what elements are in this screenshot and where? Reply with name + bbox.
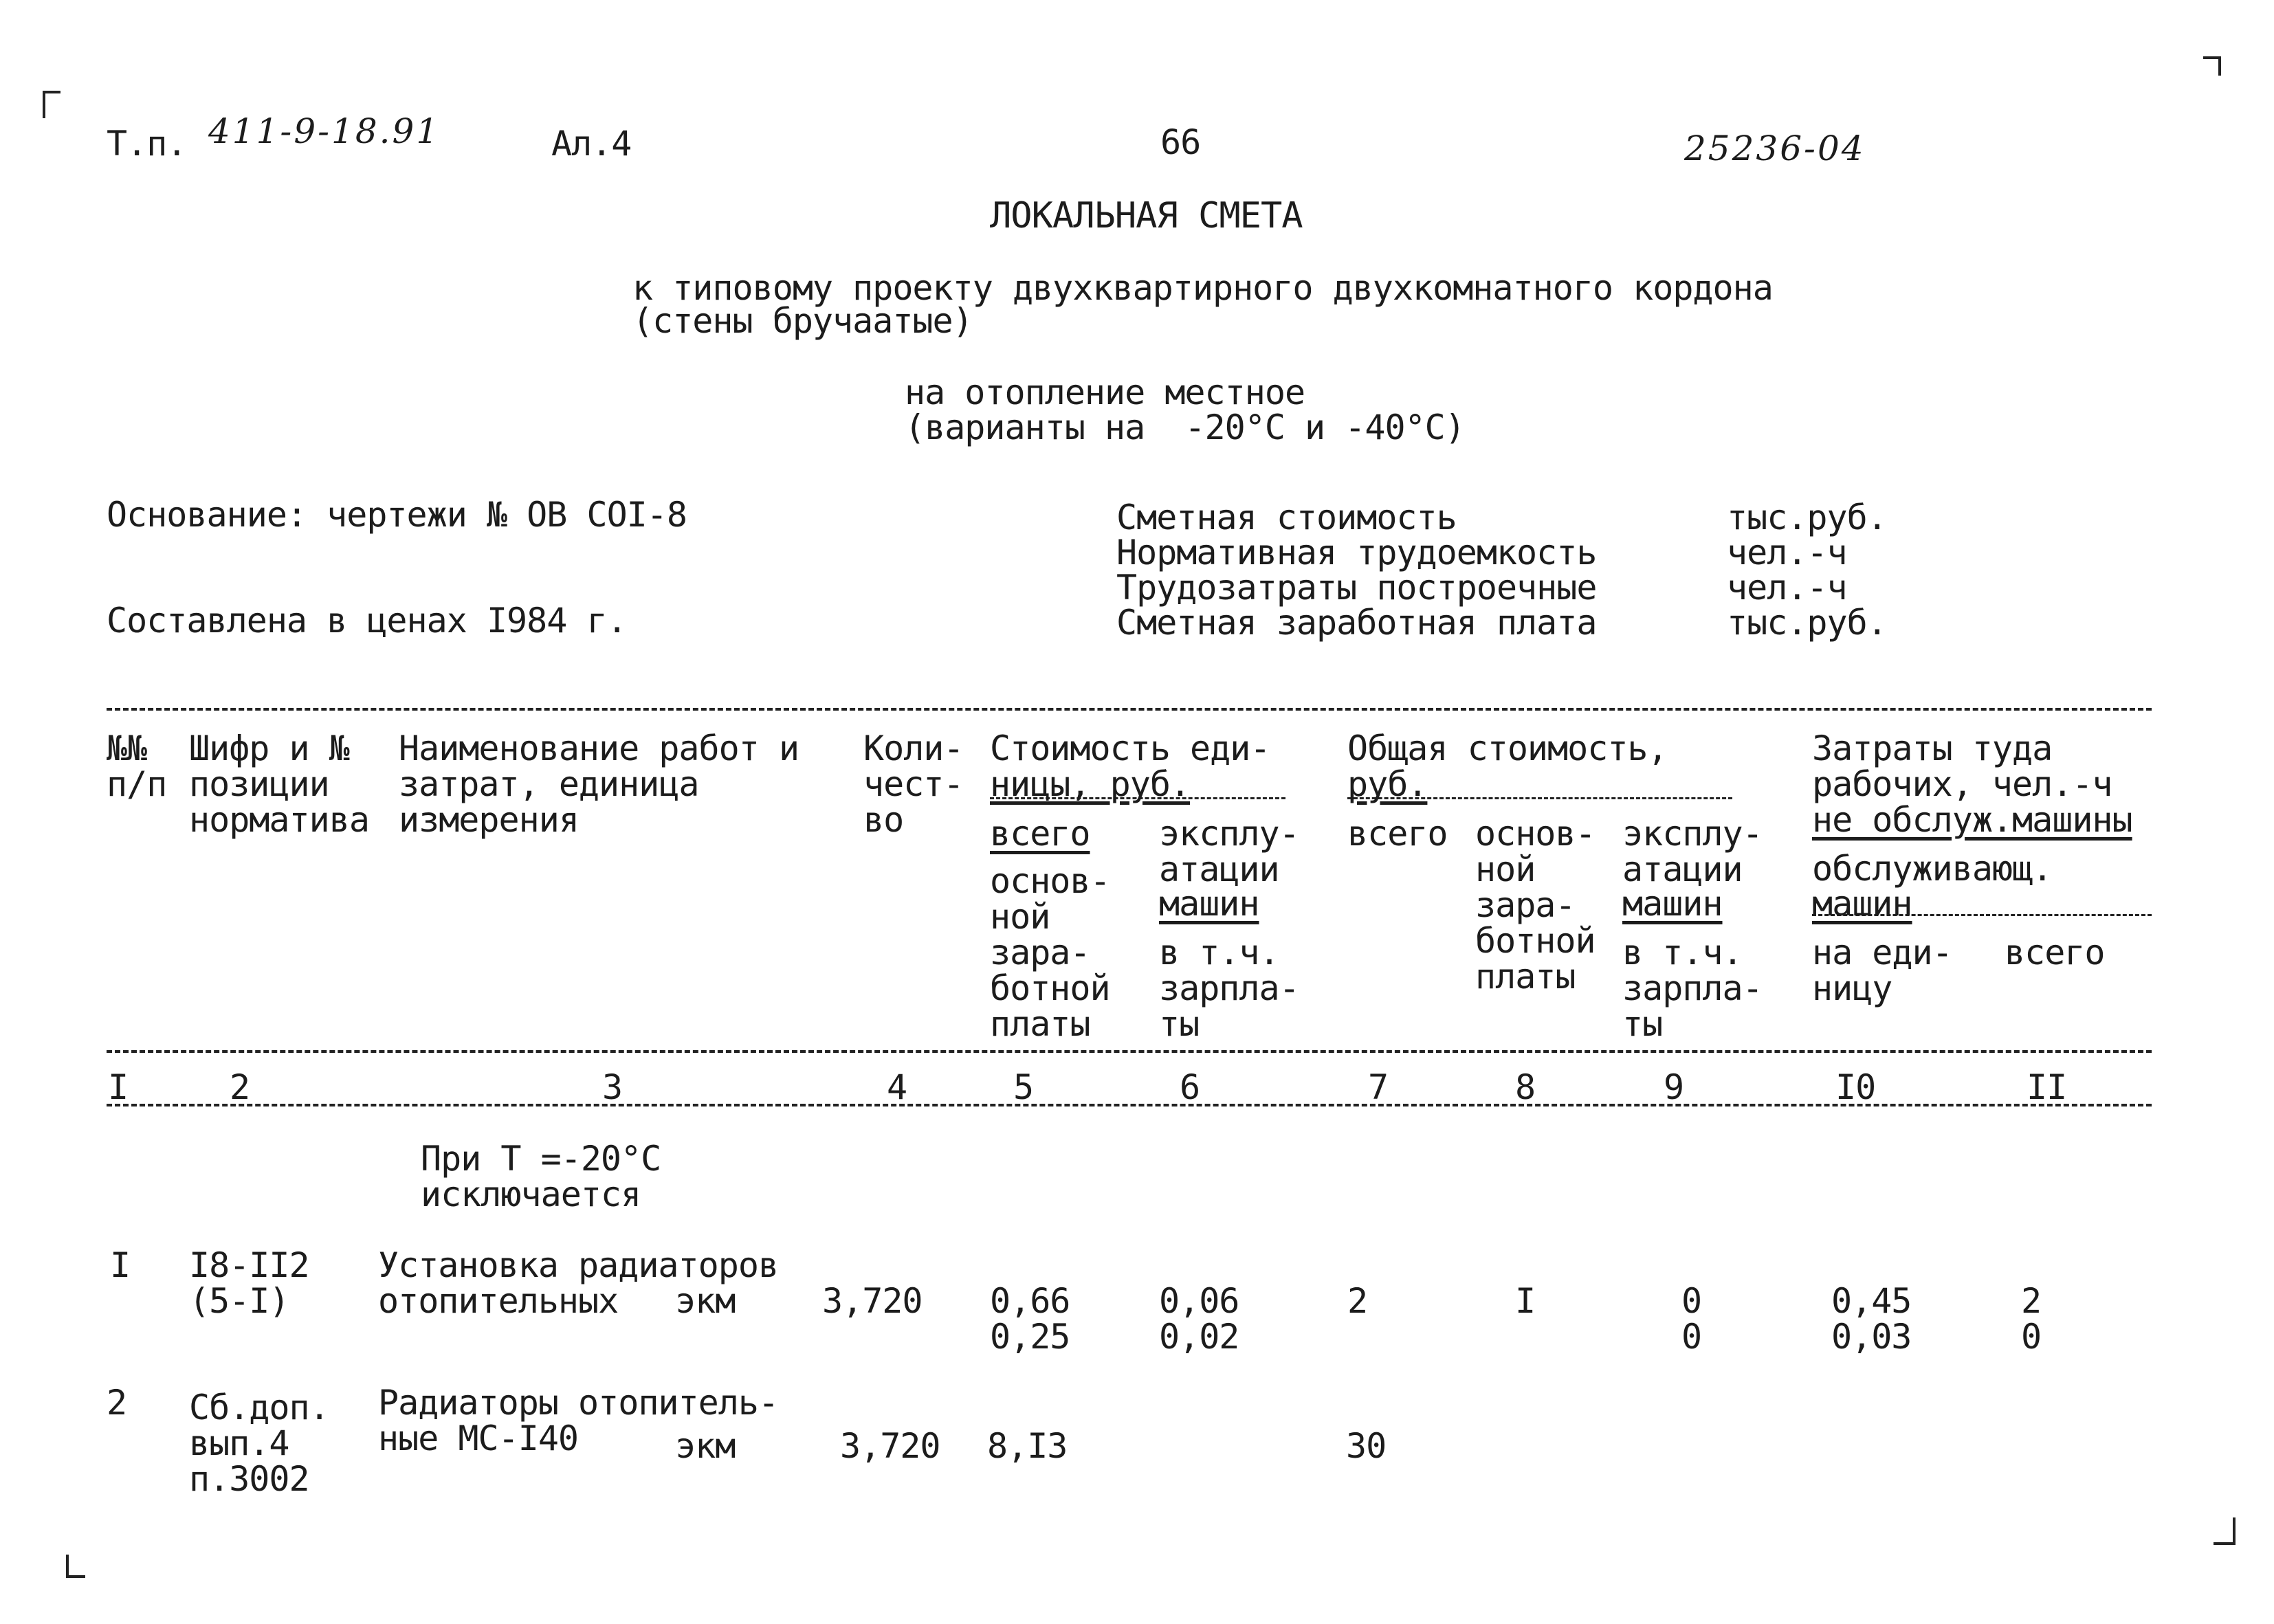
column-number: 7 [1368, 1067, 1389, 1107]
header-col8-wages: основ- ной зара- ботной платы [1475, 814, 1596, 997]
table-row-2-col5: 8,I3 [987, 1426, 1068, 1466]
album-number: Ал.4 [551, 124, 632, 164]
header-unit-cost-a: Стоимость еди- [990, 728, 1270, 768]
column-number: 6 [1180, 1067, 1200, 1107]
table-row-2-number: 2 [107, 1383, 127, 1423]
column-number: II [2027, 1067, 2067, 1107]
table-row-1-number: I [110, 1245, 131, 1285]
subtitle-project: к типовому проекту двухквартирного двухкомнатного кордона [632, 268, 1773, 308]
table-row-1-unit: экм [675, 1281, 736, 1321]
summary-unit: тыс.руб. [1727, 498, 1887, 537]
column-number: 5 [1013, 1067, 1034, 1107]
table-row-1-col5: 0,66 0,25 [990, 1281, 1070, 1357]
section-title: При Т =-20°С исключается [421, 1139, 661, 1214]
header-total-cost-b: руб. [1347, 764, 1428, 804]
header-labor-not-serving: не обслуж.машины [1812, 800, 2132, 840]
table-row-1-col10: 0,45 0,03 [1831, 1281, 1912, 1357]
column-number: 3 [602, 1067, 623, 1107]
header-col6-machines: машин [1159, 884, 1259, 924]
table-row-1-code: I8-II2 (5-I) [189, 1245, 309, 1321]
header-unit-cost-b: ницы, руб. [990, 764, 1191, 804]
table-row-1-quantity: 3,720 [822, 1281, 923, 1321]
header-col5-wages: основ- ной зара- ботной платы [990, 861, 1110, 1044]
table-row-1-col6: 0,06 0,02 [1159, 1281, 1239, 1357]
project-code: 411-9-18.91 [208, 111, 441, 151]
header-col6-exploitation: эксплу- атации [1159, 814, 1299, 889]
header-col6-wages: в т.ч. зарпла- ты [1159, 933, 1299, 1044]
column-number: 8 [1515, 1067, 1536, 1107]
header-labor-machines: машин [1812, 884, 1912, 924]
summary-label: Сметная стоимость [1116, 498, 1457, 537]
header-col9-wages: в т.ч. зарпла- ты [1622, 933, 1763, 1044]
summary-label: Трудозатраты построечные [1116, 568, 1597, 608]
table-row-1-col11: 2 0 [2021, 1281, 2042, 1357]
corner-mark-bottom-right [2214, 1517, 2236, 1545]
column-number: I0 [1835, 1067, 1876, 1107]
header-col9-exploitation: эксплу- атации [1622, 814, 1763, 889]
header-labor-costs: Затраты туда рабочих, чел.-ч [1812, 728, 2112, 804]
corner-mark-top-right [2203, 56, 2221, 76]
header-col-name: Наименование работ и затрат, единица измерения [399, 728, 799, 840]
header-labor-serving: обслуживающ. [1812, 849, 2053, 889]
corner-mark-top-left [43, 91, 60, 118]
summary-unit: чел.-ч [1727, 568, 1847, 608]
table-top-rule [107, 708, 2152, 711]
document-title: ЛОКАЛЬНАЯ СМЕТА [990, 195, 1303, 236]
doc-prefix: Т.п. [107, 124, 187, 164]
table-row-2-name: Радиаторы отопитель- ные МС-I40 [378, 1383, 779, 1458]
table-row-2-unit: экм [675, 1426, 736, 1466]
column-number: I [108, 1067, 129, 1107]
header-col-number: №№ п/п [107, 728, 167, 804]
column-number: 2 [230, 1067, 250, 1107]
column-number: 9 [1664, 1067, 1684, 1107]
corner-mark-bottom-left [66, 1555, 85, 1578]
stamp-number: 25236-04 [1684, 129, 1866, 168]
basis-drawings: Основание: чертежи № ОВ СОI-8 [107, 495, 687, 535]
table-row-2-code: Сб.доп. вып.4 п.3002 [189, 1388, 329, 1499]
header-col7-total: всего [1347, 814, 1448, 854]
table-row-2-col7: 30 [1346, 1426, 1387, 1466]
header-total-cost-a: Общая стоимость, [1347, 728, 1668, 768]
header-col9-machines: машин [1622, 884, 1723, 924]
subtitle-walls: (стены бручаатые) [632, 301, 973, 341]
header-col11-total: всего [2005, 933, 2105, 972]
summary-label: Нормативная трудоемкость [1116, 533, 1597, 572]
header-col-quantity: Коли- чест- во [863, 728, 964, 840]
summary-unit: чел.-ч [1727, 533, 1847, 572]
header-col5-total: всего [990, 814, 1090, 854]
header-bottom-rule [107, 1050, 2152, 1053]
subtitle-heating: на отопление местное [905, 372, 1305, 412]
header-col-code: Шифр и № позиции норматива [189, 728, 369, 840]
summary-label: Сметная заработная плата [1116, 603, 1597, 643]
table-row-2-quantity: 3,720 [840, 1426, 940, 1466]
table-row-1-col9: 0 0 [1681, 1281, 1702, 1357]
basis-prices: Составлена в ценах I984 г. [107, 601, 627, 641]
table-row-1-col8: I [1515, 1281, 1536, 1321]
table-row-1-col7: 2 [1347, 1281, 1368, 1321]
page-number: 66 [1160, 122, 1201, 162]
column-number: 4 [887, 1067, 907, 1107]
summary-unit: тыс.руб. [1727, 603, 1887, 643]
header-col10-per-unit: на еди- ницу [1812, 933, 1952, 1008]
subtitle-variants: (варианты на -20°С и -40°С) [905, 408, 1465, 447]
table-row-1-name: Установка радиаторов отопительных [378, 1245, 779, 1321]
